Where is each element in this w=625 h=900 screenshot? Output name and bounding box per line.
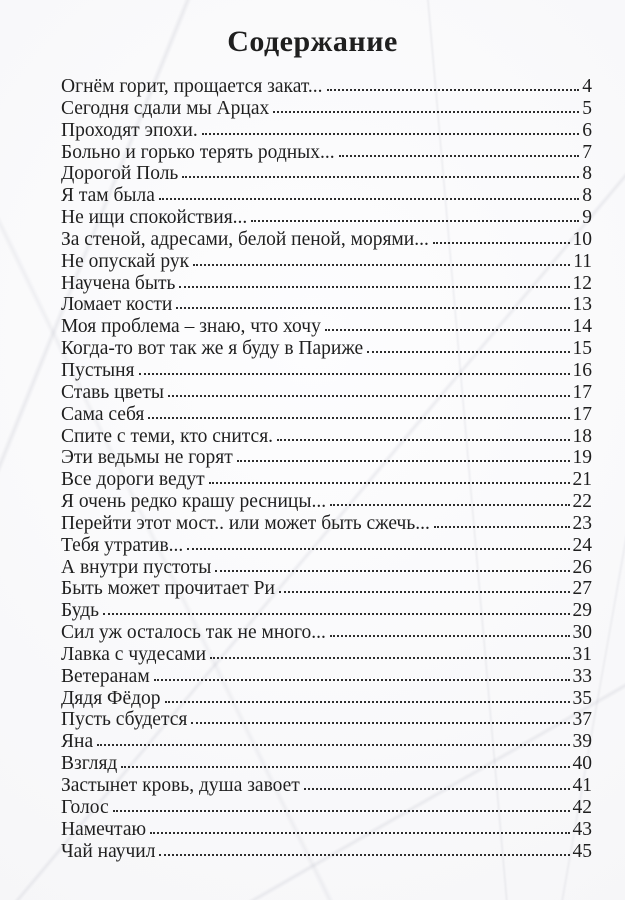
toc-entry-label: Взгляд: [61, 753, 118, 775]
dot-leader: [251, 220, 579, 222]
dot-leader: [433, 242, 570, 244]
toc-entry-label: Эти ведьмы не горят: [61, 447, 233, 469]
toc-entry-page: 41: [572, 775, 592, 796]
toc-entry: [61, 163, 592, 185]
page-title: Содержание: [227, 25, 398, 58]
toc-entry-page: 30: [572, 622, 592, 644]
dot-leader: [215, 570, 569, 572]
toc-entry-page: 21: [572, 469, 592, 491]
toc-entry-label: Ветеранам: [61, 665, 150, 687]
toc-entry-page: 11: [573, 250, 592, 272]
dot-leader: [165, 701, 570, 703]
dot-leader: [327, 89, 580, 91]
toc-entry-page: 8: [582, 185, 592, 207]
toc-entry-page: 12: [572, 272, 592, 294]
toc-entry: [61, 491, 592, 513]
toc-entry-label: Моя проблема – знаю, что хочу: [61, 316, 321, 338]
dot-leader: [277, 439, 569, 441]
toc-entry-label: Все дороги ведут: [61, 469, 205, 491]
toc-entry-label: Не ищи спокойствия...: [61, 207, 248, 229]
toc-entry-label: Ломает кости: [61, 294, 173, 316]
toc-entry: [61, 622, 592, 644]
dot-leader: [187, 548, 569, 550]
toc-entry-label: Я там была: [61, 185, 155, 207]
dot-leader: [150, 832, 569, 834]
toc-entry-label: Быть может прочитает Ри: [61, 578, 275, 600]
dot-leader: [159, 854, 569, 856]
dot-leader: [209, 482, 570, 484]
toc-entry-label: Спите с теми, кто снится.: [61, 425, 274, 447]
toc-entry-label: За стеной, адресами, белой пеной, морями...: [61, 228, 429, 250]
dot-leader: [121, 766, 569, 768]
toc-entry: [61, 644, 592, 666]
toc-entry: [61, 600, 592, 622]
toc-entry: [61, 229, 592, 251]
dot-leader: [237, 460, 570, 462]
toc-entry-label: Огнём горит, прощается закат...: [61, 76, 323, 97]
dot-leader: [154, 679, 570, 681]
toc-entry-label: Лавка с чудесами: [61, 643, 207, 665]
toc-entry-label: Ставь цветы: [61, 381, 164, 403]
toc-entry: [61, 360, 592, 382]
toc-entry-page: 37: [572, 709, 592, 731]
toc-entry: [61, 185, 592, 207]
dot-leader: [168, 395, 570, 397]
toc-entry: [61, 731, 592, 753]
toc-entry-page: 45: [572, 840, 592, 862]
toc-entry-label: Намечтаю: [61, 818, 147, 840]
toc-entry: [61, 819, 592, 841]
dot-leader: [279, 591, 570, 593]
toc-entry-label: А внутри пустоты: [61, 556, 212, 578]
toc-entry-page: 16: [572, 359, 592, 381]
toc-entry: [61, 688, 592, 710]
toc-entry-label: Сил уж осталось так не много...: [61, 622, 326, 644]
dot-leader: [139, 373, 570, 375]
toc-entry: [61, 76, 592, 98]
toc-entry: [61, 841, 592, 863]
toc-entry-label: Голос: [61, 796, 109, 818]
dot-leader: [191, 722, 569, 724]
toc-entry-page: 40: [572, 753, 592, 775]
toc-entry-page: 15: [572, 338, 592, 360]
toc-entry-page: 17: [572, 381, 592, 403]
toc-entry-page: 4: [582, 76, 592, 97]
toc-entry-page: 33: [572, 665, 592, 687]
toc-entry-page: 39: [572, 731, 592, 753]
toc-entry: [61, 469, 592, 491]
toc-entry: [61, 753, 592, 775]
toc-entry-label: Будь: [61, 600, 100, 622]
dot-leader: [202, 133, 580, 135]
toc-entry-page: 8: [582, 163, 592, 185]
toc-entry: [61, 316, 592, 338]
toc-entry-label: Сегодня сдали мы Арцах: [61, 97, 270, 119]
dot-leader: [159, 198, 579, 200]
toc-entry-label: Тебя утратив...: [61, 534, 184, 556]
toc-entry: [61, 404, 592, 426]
dot-leader: [330, 504, 569, 506]
toc-entry: [61, 557, 592, 579]
toc-entry-page: 6: [582, 119, 592, 141]
toc-entry-label: Больно и горько терять родных...: [61, 141, 335, 163]
toc-entry: [61, 513, 592, 535]
dot-leader: [97, 744, 569, 746]
toc-entry: [61, 142, 592, 164]
toc-entry-label: Застынет кровь, душа завоет: [61, 775, 300, 796]
toc-entry-page: 14: [572, 316, 592, 338]
toc-entry-page: 31: [572, 643, 592, 665]
toc-entry-page: 10: [572, 228, 592, 250]
toc-entry: [61, 666, 592, 688]
toc-entry: [61, 251, 592, 273]
toc-entry: [61, 775, 592, 797]
toc-entry: [61, 382, 592, 404]
toc-entry-page: 42: [572, 796, 592, 818]
toc-entry: [61, 294, 592, 316]
dot-leader: [179, 286, 569, 288]
toc-entry-page: 19: [572, 447, 592, 469]
toc-entry-label: Проходят эпохи.: [61, 119, 198, 141]
toc-entry: [61, 120, 592, 142]
toc-entry-label: Пустыня: [61, 359, 135, 381]
toc-entry-page: 23: [572, 512, 592, 534]
toc-entry-page: 22: [572, 491, 592, 513]
toc-entry: [61, 447, 592, 469]
toc-entry-label: Перейти этот мост.. или может быть сжечь...: [61, 512, 430, 534]
toc-entry-page: 27: [572, 578, 592, 600]
dot-leader: [273, 111, 579, 113]
toc-entry: [61, 98, 592, 120]
toc-entry-label: Дорогой Поль: [61, 163, 179, 185]
dot-leader: [193, 264, 570, 266]
toc-entry-label: Яна: [61, 731, 94, 753]
toc-entry-label: Пусть сбудется: [61, 709, 188, 731]
toc-entry-page: 9: [582, 207, 592, 229]
dot-leader: [434, 526, 570, 528]
dot-leader: [148, 417, 569, 419]
toc-entry-label: Не опускай рук: [61, 250, 190, 272]
toc-entry: [61, 338, 592, 360]
toc-entry-page: 35: [572, 687, 592, 709]
toc-entry: [61, 207, 592, 229]
toc-entry: [61, 426, 592, 448]
toc-entry-label: Сама себя: [61, 403, 145, 425]
toc-entry: [61, 709, 592, 731]
toc-entry: [61, 797, 592, 819]
toc-entry-page: 24: [572, 534, 592, 556]
toc-entry-label: Когда-то вот так же я буду в Париже: [61, 338, 364, 360]
toc-entry-page: 5: [582, 97, 592, 119]
dot-leader: [304, 788, 570, 790]
toc-entry-page: 29: [572, 600, 592, 622]
toc-entry: [61, 273, 592, 295]
toc-entry-page: 17: [572, 403, 592, 425]
dot-leader: [113, 810, 570, 812]
toc-entry-label: Научена быть: [61, 272, 176, 294]
toc-entry-page: 26: [572, 556, 592, 578]
dot-leader: [339, 155, 580, 157]
dot-leader: [176, 307, 569, 309]
toc-entry-label: Дядя Фёдор: [61, 687, 161, 709]
toc-entry-page: 18: [572, 425, 592, 447]
toc-entry-label: Чай научил: [61, 840, 156, 862]
dot-leader: [325, 329, 570, 331]
toc-entry-page: 43: [572, 818, 592, 840]
dot-leader: [103, 613, 569, 615]
toc-entry-page: 7: [582, 141, 592, 163]
toc-entry-label: Я очень редко крашу ресницы...: [61, 491, 327, 513]
dot-leader: [330, 635, 570, 637]
toc-list: [61, 76, 592, 862]
dot-leader: [182, 176, 579, 178]
dot-leader: [367, 351, 569, 353]
toc-entry: [61, 535, 592, 557]
dot-leader: [210, 657, 569, 659]
toc-entry: [61, 578, 592, 600]
toc-entry-page: 13: [572, 294, 592, 316]
